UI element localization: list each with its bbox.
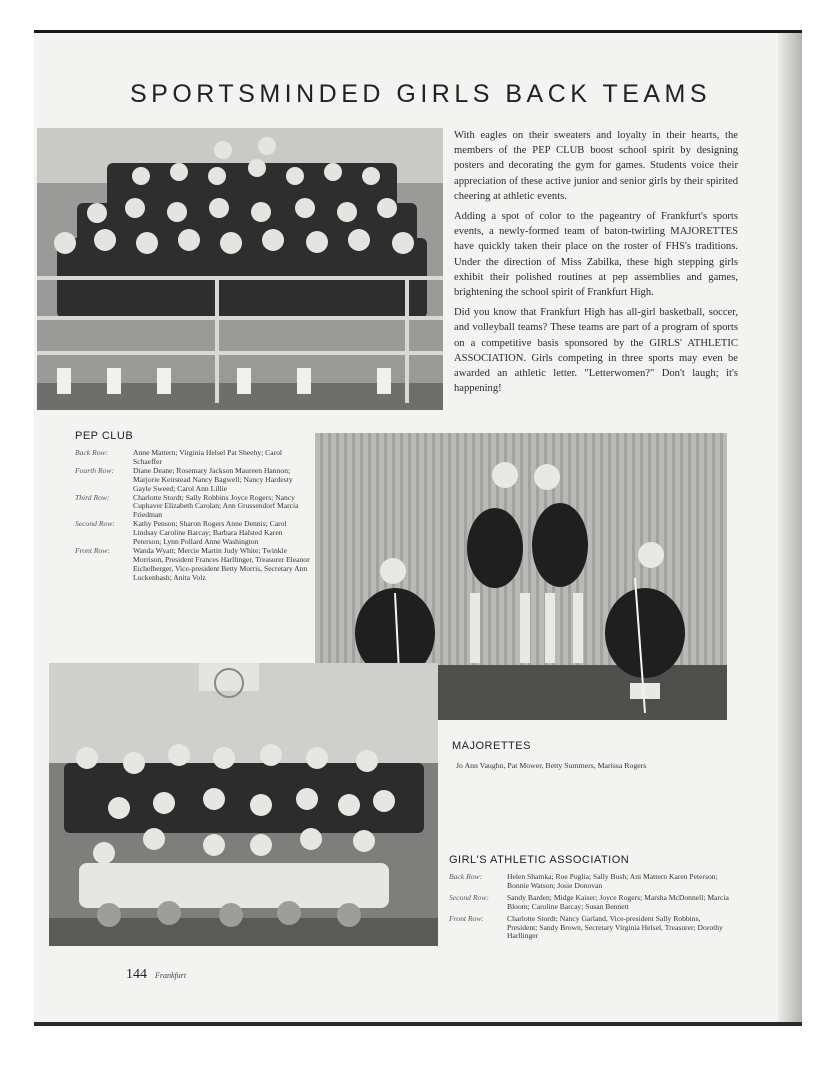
row-label: Second Row: (75, 519, 115, 529)
intro-paragraph: Adding a spot of color to the pageantry of Frankfurt's sports events, a newly-formed team of baton-twirling MAJORETTES have quickly taken their place on the roster of FHS's traditions. Under the direction of Miss Zabilka, these high stepping girls exhibit their polished routines at pep assemblies and games, brightening the school spirit of Frankfurt High. (454, 211, 738, 299)
bottom-rule (34, 1022, 802, 1026)
roster-row (449, 873, 729, 891)
row-label: Back Row: (75, 448, 109, 457)
majorettes-names: Jo Ann Vaughn, Pat Mower, Betty Summers, Marissa Rogers (456, 761, 647, 770)
row-names: Anne Mattern; Virginia Helsel Pat Sheehy; Carol Schaeffer (133, 448, 283, 466)
intro-text (454, 128, 738, 401)
row-label: Third Row: (75, 492, 110, 502)
intro-paragraph: With eagles on their sweaters and loyalty in their hearts, the members of the PEP CLUB boost school spirit by designing posters and decorating the gym for games. Students voice their appreciation of these active junior and senior girls by their spirited cheering at athletic events. (454, 130, 738, 202)
roster-row (75, 494, 311, 521)
book-name: Frankfurt (155, 971, 187, 980)
roster-row (75, 449, 311, 467)
gaa-heading: GIRL'S ATHLETIC ASSOCIATION (449, 854, 630, 866)
pep-club-heading: PEP CLUB (75, 430, 134, 442)
row-names: Wanda Wyatt; Mercie Martin Judy White; Twinkle Morrison, President Frances Harllinger, Treasurer Eleanor Eichelberger, Vice-president Betty Morris, Secretary Ann Luckenbash; Anita Volz (133, 545, 310, 582)
row-names: Helen Shamka; Roe Puglia; Sally Bush; Ani Mattern Karen Peterson; Bonnie Watson; Josie Donovan (507, 872, 718, 890)
roster-row (449, 915, 729, 942)
row-label: Back Row: (449, 872, 483, 881)
row-names: Sandy Barden; Midge Kaiser; Joyce Rogers; Marsha McDonnell; Marcia Bloom; Caroline Barcay; Susan Bennett (507, 892, 729, 911)
row-names: Charlotte Stordt; Nancy Garland, Vice-president Sally Robbins, President; Sandy Brown, Secretary Virginia Helsel, Treasurer; Dorothy Harllinger (507, 913, 723, 941)
majorettes-heading: MAJORETTES (452, 740, 531, 752)
page-title: SPORTSMINDED GIRLS BACK TEAMS (130, 80, 712, 108)
roster-row (75, 467, 311, 494)
gaa-photo (49, 663, 438, 946)
row-label: Front Row: (75, 545, 110, 555)
intro-paragraph: Did you know that Frankfurt High has all-girl basketball, soccer, and volleyball teams? These teams are part of a program of sports on a competitive basis sponsored by the GIRLS' ATHLETIC ASSOCIATION. Girls competing in three sports may even be awarded an athletic letter. "Letterwomen?" Don't laugh; it's happening! (454, 307, 738, 395)
gaa-roster (449, 873, 729, 941)
roster-row (449, 894, 729, 912)
row-names: Kathy Penson; Sharon Rogers Anne Dennis; Carol Lindsay Caroline Barcay; Barbara Halsted Karen Peterson; Lynn Pollard Anne Washington (133, 519, 287, 547)
roster-row (75, 520, 311, 547)
page-number: 144 (126, 967, 147, 982)
top-rule (34, 30, 802, 33)
roster-row (75, 547, 311, 583)
pep-club-roster (75, 449, 311, 583)
row-names: Charlotte Stordt; Sally Robbins Joyce Rogers; Nancy Cuphaver Elizabeth Carolan; Ann Grussendorf Marcia Friedman (133, 492, 299, 520)
page-folio (126, 965, 186, 983)
row-label: Fourth Row: (75, 465, 115, 475)
row-names: Diane Deane; Rosemary Jackson Maureen Hannon; Marjorie Keirstead Nancy Bagwell; Nancy Hardesty Gayle Sweed; Carol Ann Lillie (133, 465, 293, 493)
row-label: Front Row: (449, 913, 484, 923)
row-label: Second Row: (449, 892, 489, 902)
page-edge-shadow (778, 30, 802, 1026)
pep-club-photo (37, 128, 443, 410)
